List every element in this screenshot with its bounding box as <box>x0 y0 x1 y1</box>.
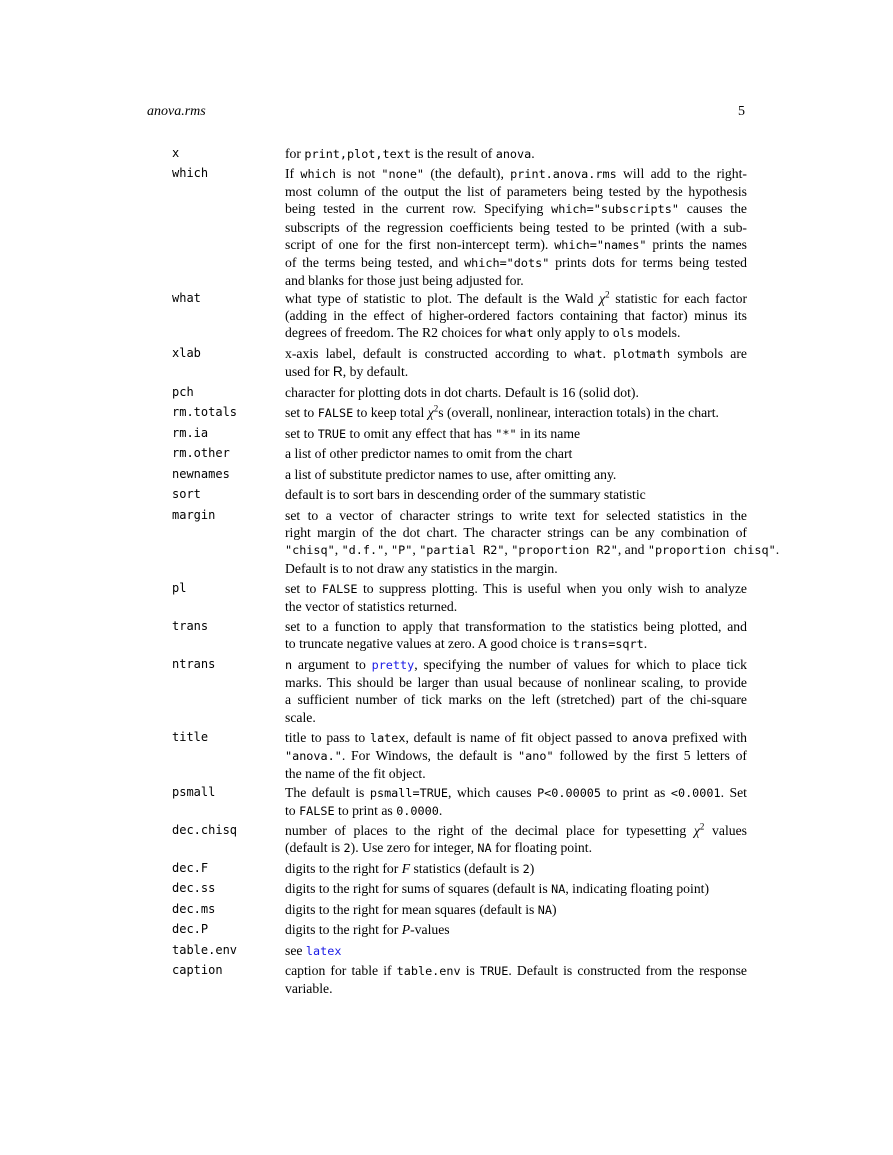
description-line <box>285 486 747 503</box>
code-token: <0.0001 <box>670 786 721 800</box>
argument-name: sort <box>172 487 201 501</box>
code-token: latex <box>369 731 406 745</box>
text-run: to keep total <box>353 405 428 420</box>
text-run: is <box>460 963 480 978</box>
text-run: to print as <box>334 803 397 819</box>
argument-name: dec.ss <box>172 881 216 895</box>
description-line <box>285 839 747 857</box>
description-line <box>285 363 747 380</box>
description-line <box>285 860 747 878</box>
text-run: variable. <box>285 981 333 997</box>
argument-description <box>285 466 747 483</box>
text-run: prefixed with <box>667 730 748 745</box>
code-token: print.anova.rms <box>510 167 617 181</box>
text-run: degrees of freedom. The R2 choices for <box>285 325 506 341</box>
text-run: ) <box>552 902 557 917</box>
superscript: 2 <box>433 403 439 414</box>
text-run: set to <box>285 581 322 596</box>
text-run: character for plotting dots in dot charts. Default is 16 (solid dot). <box>285 385 639 400</box>
text-run: s (overall, nonlinear, interaction totals) in the chart. <box>438 405 719 420</box>
code-token: which <box>300 167 336 181</box>
text-run: statistic for each factor <box>609 291 748 306</box>
argument-description <box>285 942 747 960</box>
text-run: . Set <box>720 785 747 800</box>
description-line <box>285 541 780 559</box>
description-line <box>285 384 747 401</box>
text-run: and blanks for those just being adjusted for. <box>285 273 524 289</box>
code-token: "*" <box>495 427 517 441</box>
argument-name: newnames <box>172 467 230 481</box>
page-number: 5 <box>738 104 745 119</box>
text-run: , <box>504 542 512 558</box>
running-header-title: anova.rms <box>147 104 206 119</box>
text-run: models. <box>634 325 681 341</box>
argument-description <box>285 145 747 163</box>
code-token: anova <box>495 147 532 161</box>
description-line <box>285 784 747 802</box>
text-run: . Default is constructed from the response <box>508 963 747 978</box>
code-token: FALSE <box>317 406 354 420</box>
text-run: a sufficient number of tick marks on the left (stretched) part of the chi-square <box>285 692 747 708</box>
argument-description <box>285 165 747 289</box>
math-symbol: P <box>401 922 411 937</box>
code-token: "anova." <box>285 749 342 764</box>
text-run: to <box>285 803 300 819</box>
text-run: argument to <box>292 657 372 672</box>
text-run: prints dots for terms being tested <box>549 255 747 271</box>
superscript: 2 <box>605 289 610 300</box>
argument-name: pl <box>172 581 187 595</box>
code-token: which="subscripts" <box>551 202 679 217</box>
argument-description <box>285 425 747 443</box>
code-token: n <box>285 658 293 672</box>
description-line <box>285 962 747 980</box>
text-run: set to a function to apply that transformation to the statistics being plotted, and <box>285 619 747 634</box>
code-token: table.env <box>396 964 461 978</box>
text-run: statistics (default is <box>410 861 523 876</box>
text-run: set to a vector of character strings to write text for selected statistics in the <box>285 508 747 523</box>
code-token: what <box>574 347 603 361</box>
code-token: FALSE <box>321 582 358 596</box>
text-run: only apply to <box>533 325 613 341</box>
text-run: caption for table if <box>285 963 397 978</box>
description-line <box>285 219 747 236</box>
description-line <box>285 942 747 960</box>
text-run: . <box>531 146 535 161</box>
description-line <box>285 425 747 443</box>
text-run: x-axis label, default is constructed according to <box>285 346 575 361</box>
code-token: "proportion chisq" <box>647 543 776 558</box>
code-token: NA <box>537 903 552 917</box>
text-run: (default is <box>285 840 344 856</box>
text-run: the name of the fit object. <box>285 766 426 782</box>
text-run: scale. <box>285 709 316 725</box>
argument-description <box>285 345 747 380</box>
description-line <box>285 709 747 726</box>
code-token: 0.0000 <box>396 804 439 819</box>
text-run: ). Use zero for integer, <box>350 840 478 856</box>
text-run: , which causes <box>448 785 538 800</box>
text-run: default is to sort bars in descending order of the summary statistic <box>285 487 646 502</box>
text-run: set to <box>285 405 318 420</box>
text-run: to truncate negative values at zero. A good choice is <box>285 636 573 652</box>
code-token: print,plot,text <box>304 147 411 161</box>
text-run: digits to the right for mean squares (default is <box>285 902 538 917</box>
text-run: . <box>602 346 614 361</box>
description-line <box>285 560 747 577</box>
argument-name: table.env <box>172 943 238 957</box>
argument-description <box>285 404 747 422</box>
description-line <box>285 236 747 254</box>
argument-name: x <box>172 146 180 160</box>
code-token: trans=sqrt <box>572 637 644 652</box>
argument-description <box>285 880 747 898</box>
code-token: "d.f." <box>341 543 385 558</box>
description-line <box>285 980 747 997</box>
description-line <box>285 802 747 820</box>
argument-name: which <box>172 166 209 180</box>
argument-description <box>285 822 747 857</box>
text-run: being tested in the current row. Specifying <box>285 201 552 217</box>
argument-description <box>285 860 747 878</box>
argument-name: rm.ia <box>172 426 209 440</box>
argument-description <box>285 962 747 997</box>
description-line <box>285 183 747 200</box>
text-run: , <box>334 542 342 558</box>
text-run: subscripts of the regression coefficients being tested to be printed (with a sub- <box>285 219 747 235</box>
text-run: will add to the right- <box>616 166 747 181</box>
text-run: , specifying the number of values for which to place tick <box>414 657 747 672</box>
description-line <box>285 598 747 615</box>
description-line <box>285 765 747 782</box>
argument-name: ntrans <box>172 657 216 671</box>
text-run: the vector of statistics returned. <box>285 599 458 615</box>
text-run: to print as <box>601 785 671 800</box>
text-run: The default is <box>285 785 370 800</box>
description-line <box>285 635 747 653</box>
description-line <box>285 524 747 541</box>
description-line <box>285 580 747 598</box>
description-line <box>285 324 747 342</box>
argument-description <box>285 656 747 726</box>
description-line <box>285 290 747 307</box>
text-run: is not <box>335 166 382 181</box>
code-token: "none" <box>381 167 425 181</box>
code-token: which="names" <box>554 237 647 252</box>
description-line <box>285 921 747 938</box>
text-run: prints the names <box>646 236 747 252</box>
text-run: to omit any effect that has <box>346 426 496 441</box>
description-line <box>285 272 747 289</box>
code-token: anova <box>632 731 668 745</box>
description-line <box>285 254 747 272</box>
code-token: P<0.00005 <box>537 786 601 800</box>
reference-link[interactable]: pretty <box>371 658 415 672</box>
code-token: 2 <box>522 862 530 876</box>
argument-name: dec.P <box>172 922 209 936</box>
text-run: marks. This should be larger than usual because of nonlinear scaling, to provide <box>285 675 747 691</box>
text-run: . <box>438 803 443 819</box>
text-run: of the terms being tested, and <box>285 255 465 271</box>
argument-name: trans <box>172 619 209 633</box>
description-line <box>285 901 747 919</box>
argument-name: dec.ms <box>172 902 216 916</box>
superscript: 2 <box>699 821 705 832</box>
text-run: . <box>775 542 780 558</box>
text-run: , <box>384 542 392 558</box>
argument-name: xlab <box>172 346 201 360</box>
text-run: values <box>704 823 747 838</box>
argument-description <box>285 901 747 919</box>
text-run: , and <box>617 542 648 558</box>
text-run: a list of other predictor names to omit from the chart <box>285 446 573 461</box>
text-run: . <box>643 636 648 652</box>
argument-description <box>285 580 747 615</box>
math-symbol: χ <box>693 823 700 838</box>
math-symbol: χ <box>599 291 606 306</box>
code-token: "proportion R2" <box>511 543 618 558</box>
argument-name: dec.chisq <box>172 823 238 837</box>
description-line <box>285 674 747 691</box>
description-line <box>285 165 747 183</box>
description-line <box>285 747 747 765</box>
text-run: digits to the right for sums of squares (default is <box>285 881 552 896</box>
argument-description <box>285 445 747 462</box>
text-run: symbols are <box>670 346 748 361</box>
text-run: right margin of the dot chart. The character strings can be any combination of <box>285 525 747 541</box>
description-line <box>285 445 747 462</box>
reference-link[interactable]: latex <box>305 944 342 958</box>
text-run: , indicating floating point) <box>565 881 710 896</box>
code-token: "partial R2" <box>419 543 505 558</box>
text-run: for floating point. <box>491 840 592 856</box>
code-token: "P" <box>391 543 413 558</box>
argument-description <box>285 486 747 503</box>
description-line <box>285 729 747 747</box>
code-token: 2 <box>343 841 351 856</box>
text-run: -values <box>410 922 450 937</box>
code-token: TRUE <box>317 427 347 441</box>
text-run: script of one for the first non-intercept term). <box>285 236 555 252</box>
argument-name: margin <box>172 508 216 522</box>
code-token: what <box>505 326 534 341</box>
description-line <box>285 691 747 708</box>
math-symbol: χ <box>427 405 434 420</box>
text-run: causes the <box>678 201 747 217</box>
text-run: what type of statistic to plot. The default is the Wald <box>285 291 600 306</box>
argument-description <box>285 729 747 783</box>
text-run: a list of substitute predictor names to use, after omitting any. <box>285 467 617 482</box>
description-line <box>285 404 747 422</box>
argument-name: psmall <box>172 785 216 799</box>
text-run: Default is to not draw any statistics in the margin. <box>285 560 558 576</box>
r-logo-text: R <box>332 364 343 380</box>
text-run: to suppress plotting. This is useful when you only wish to analyze <box>357 581 747 596</box>
text-run: for <box>285 146 305 161</box>
text-run: digits to the right for <box>285 861 402 876</box>
text-run: , default is name of fit object passed to <box>405 730 633 745</box>
code-token: NA <box>551 882 566 896</box>
code-token: which="dots" <box>464 256 550 271</box>
argument-description <box>285 921 747 938</box>
text-run: in its name <box>516 426 581 441</box>
text-run: , by default. <box>342 364 409 380</box>
argument-description <box>285 784 747 820</box>
code-token: ols <box>612 326 634 341</box>
text-run: followed by the first 5 letters of <box>553 748 747 764</box>
argument-description <box>285 290 747 343</box>
code-token: psmall=TRUE <box>369 786 449 800</box>
description-line <box>285 307 747 324</box>
argument-name: rm.totals <box>172 405 238 419</box>
description-line <box>285 466 747 483</box>
argument-description <box>285 384 747 401</box>
text-run: . For Windows, the default is <box>341 748 519 764</box>
code-token: "ano" <box>518 749 554 764</box>
code-token: TRUE <box>479 964 509 978</box>
argument-name: pch <box>172 385 194 399</box>
description-line <box>285 345 747 363</box>
text-run: If <box>285 166 301 181</box>
text-run: is the result of <box>410 146 496 161</box>
text-run: (the default), <box>424 166 511 181</box>
text-run: title to pass to <box>285 730 370 745</box>
argument-description <box>285 507 780 577</box>
math-symbol: F <box>401 861 411 876</box>
argument-name: rm.other <box>172 446 230 460</box>
description-line <box>285 145 747 163</box>
argument-name: what <box>172 291 201 305</box>
code-token: plotmath <box>613 347 671 361</box>
argument-name: caption <box>172 963 223 977</box>
text-run: used for <box>285 364 333 380</box>
text-run: ) <box>529 861 535 876</box>
argument-name: title <box>172 730 209 744</box>
description-line <box>285 880 747 898</box>
text-run: , <box>412 542 420 558</box>
code-token: "chisq" <box>285 543 335 558</box>
text-run: number of places to the right of the decimal place for typesetting <box>285 823 694 838</box>
argument-description <box>285 618 747 653</box>
code-token: FALSE <box>299 804 335 819</box>
text-run: set to <box>285 426 318 441</box>
description-line <box>285 822 747 839</box>
description-line <box>285 656 747 674</box>
description-line <box>285 507 747 524</box>
text-run: most column of the output the list of parameters being tested by the hypothesis <box>285 184 747 200</box>
text-run: (adding in the effect of higher-ordered factors containing that factor) minus its <box>285 308 747 324</box>
text-run: digits to the right for <box>285 922 402 937</box>
text-run: see <box>285 943 306 958</box>
description-line <box>285 200 747 218</box>
description-line <box>285 618 747 635</box>
code-token: NA <box>477 841 492 856</box>
argument-name: dec.F <box>172 861 209 875</box>
